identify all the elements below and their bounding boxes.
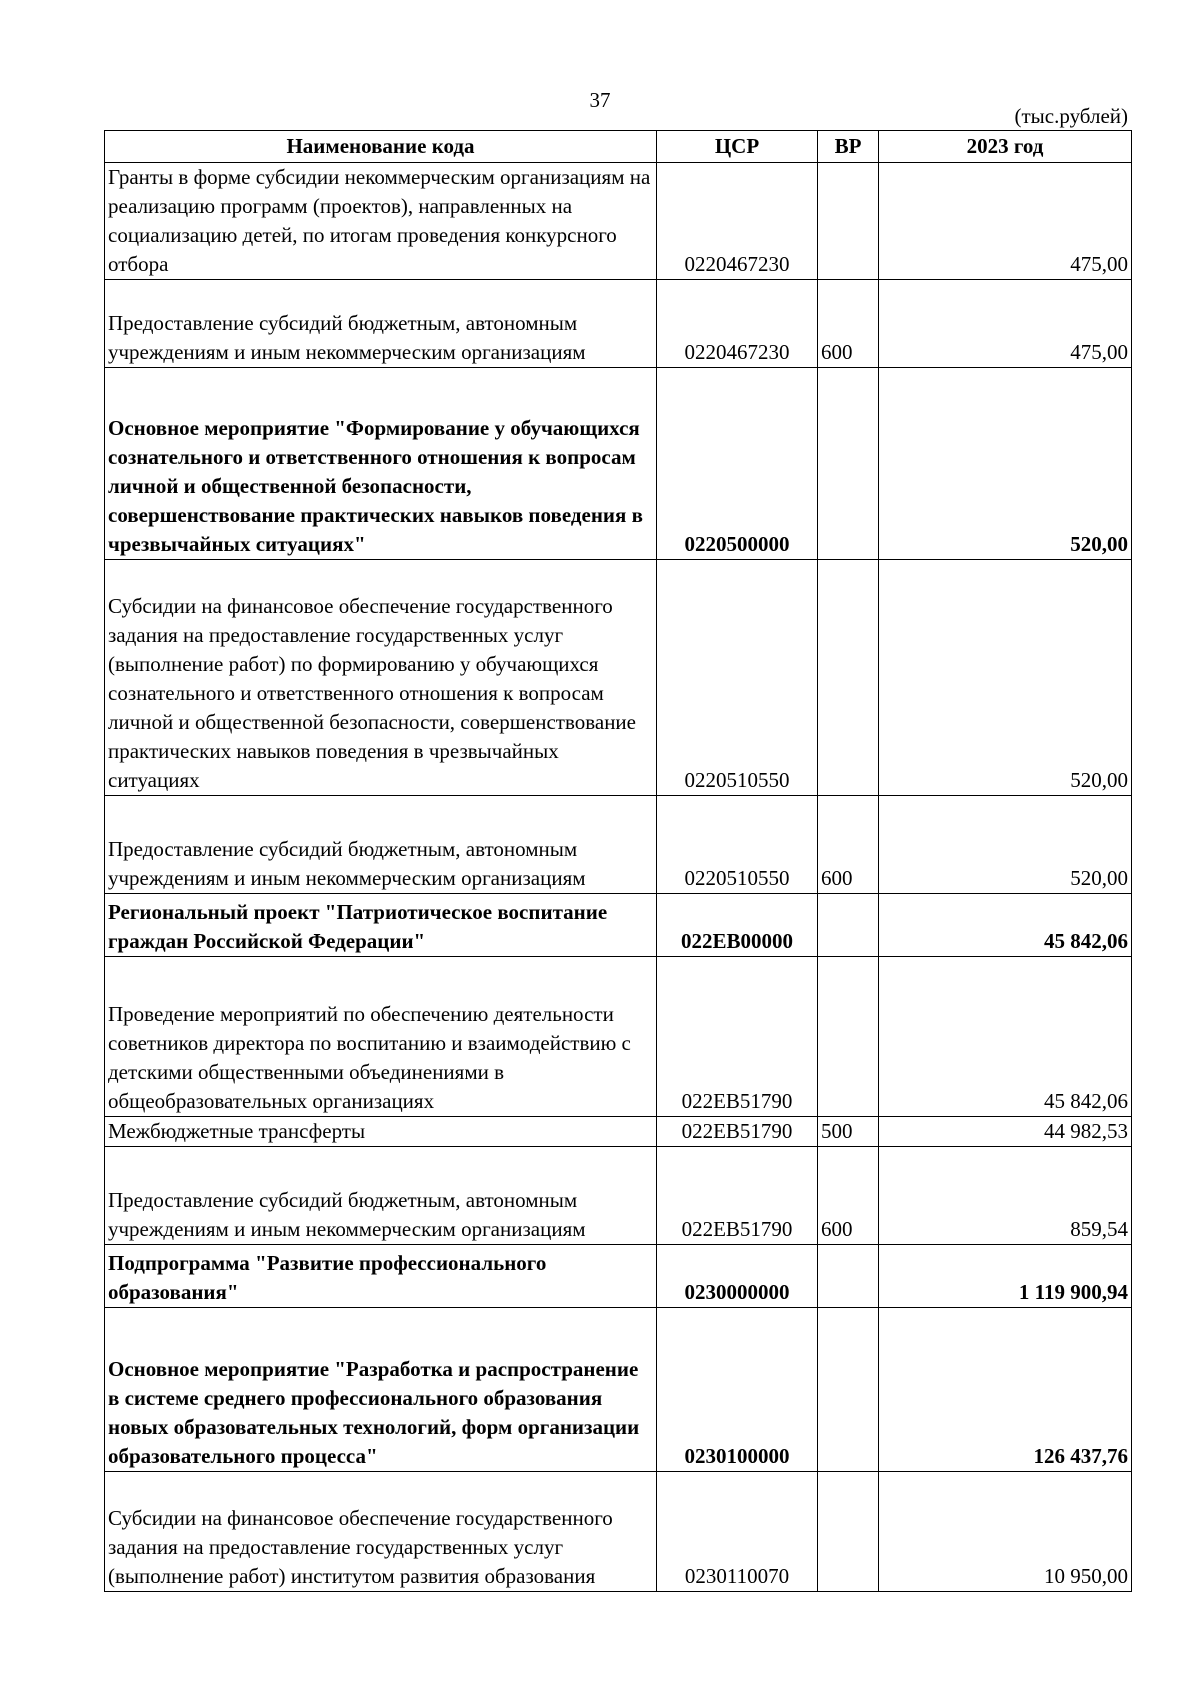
row-vr: 600: [818, 796, 879, 894]
row-amount: 1 119 900,94: [879, 1245, 1132, 1308]
table-row: [105, 163, 1132, 280]
row-csr: 022EB51790: [657, 1147, 818, 1245]
table-row: [105, 560, 1132, 796]
row-csr: 0220467230: [657, 280, 818, 368]
header-name: Наименование кода: [105, 131, 657, 163]
row-vr: [818, 560, 879, 796]
row-name: Региональный проект "Патриотическое воспитание граждан Российской Федерации": [105, 894, 657, 957]
row-csr: 022EB51790: [657, 957, 818, 1117]
table-row: [105, 894, 1132, 957]
row-csr: 0220510550: [657, 560, 818, 796]
row-vr: [818, 1472, 879, 1592]
row-amount: 126 437,76: [879, 1308, 1132, 1472]
row-vr: [818, 163, 879, 280]
table-row: [105, 1472, 1132, 1592]
row-vr: [818, 1245, 879, 1308]
row-name: Субсидии на финансовое обеспечение государственного задания на предоставление государственных услуг (выполнение работ) по формированию у обучающихся сознательного и ответственного отношения к вопросам личной и общественной безопасности, совершенствование практических навыков поведения в чрезвычайных ситуациях: [105, 560, 657, 796]
row-name: Проведение мероприятий по обеспечению деятельности советников директора по воспитанию и взаимодействию с детскими общественными объединениями в общеобразовательных организациях: [105, 957, 657, 1117]
row-csr: 0230000000: [657, 1245, 818, 1308]
row-name: Подпрограмма "Развитие профессионального образования": [105, 1245, 657, 1308]
row-amount: 45 842,06: [879, 957, 1132, 1117]
page-number: 37: [589, 88, 611, 112]
row-name: Субсидии на финансовое обеспечение государственного задания на предоставление государственных услуг (выполнение работ) институтом развития образования: [105, 1472, 657, 1592]
row-name: Предоставление субсидий бюджетным, автономным учреждениям и иным некоммерческим организациям: [105, 280, 657, 368]
row-amount: 475,00: [879, 163, 1132, 280]
row-amount: 859,54: [879, 1147, 1132, 1245]
table-row: [105, 280, 1132, 368]
table-row: [105, 1147, 1132, 1245]
table-row: [105, 957, 1132, 1117]
row-csr: 0220500000: [657, 368, 818, 560]
row-name: Гранты в форме субсидии некоммерческим организациям на реализацию программ (проектов), направленных на социализацию детей, по итогам проведения конкурсного отбора: [105, 163, 657, 280]
row-name: Предоставление субсидий бюджетным, автономным учреждениям и иным некоммерческим организациям: [105, 1147, 657, 1245]
row-amount: 475,00: [879, 280, 1132, 368]
header-csr: ЦСР: [657, 131, 818, 163]
row-vr: 600: [818, 1147, 879, 1245]
row-name: Межбюджетные трансферты: [105, 1117, 657, 1147]
row-name: Основное мероприятие "Разработка и распространение в системе среднего профессионального образования новых образовательных технологий, форм организации образовательного процесса": [105, 1308, 657, 1472]
table-row: [105, 1245, 1132, 1308]
row-amount: 520,00: [879, 796, 1132, 894]
row-csr: 0220510550: [657, 796, 818, 894]
header-year: 2023 год: [879, 131, 1132, 163]
row-vr: [818, 894, 879, 957]
row-name: Основное мероприятие "Формирование у обучающихся сознательного и ответственного отношения к вопросам личной и общественной безопасности, совершенствование практических навыков поведения в чрезвычайных ситуациях": [105, 368, 657, 560]
row-amount: 520,00: [879, 368, 1132, 560]
budget-table: [104, 130, 1132, 1592]
table-header-row: [105, 131, 1132, 163]
table-row: [105, 796, 1132, 894]
row-csr: 022EB51790: [657, 1117, 818, 1147]
row-vr: 500: [818, 1117, 879, 1147]
row-csr: 022EB00000: [657, 894, 818, 957]
row-csr: 0230100000: [657, 1308, 818, 1472]
row-amount: 520,00: [879, 560, 1132, 796]
row-vr: [818, 1308, 879, 1472]
row-vr: [818, 368, 879, 560]
table-row: [105, 368, 1132, 560]
row-vr: [818, 957, 879, 1117]
units-label: (тыс.рублей): [1014, 104, 1128, 128]
row-amount: 10 950,00: [879, 1472, 1132, 1592]
header-vr: ВР: [818, 131, 879, 163]
row-csr: 0220467230: [657, 163, 818, 280]
row-amount: 44 982,53: [879, 1117, 1132, 1147]
row-amount: 45 842,06: [879, 894, 1132, 957]
table-row: [105, 1117, 1132, 1147]
row-name: Предоставление субсидий бюджетным, автономным учреждениям и иным некоммерческим организациям: [105, 796, 657, 894]
row-vr: 600: [818, 280, 879, 368]
row-csr: 0230110070: [657, 1472, 818, 1592]
table-row: [105, 1308, 1132, 1472]
